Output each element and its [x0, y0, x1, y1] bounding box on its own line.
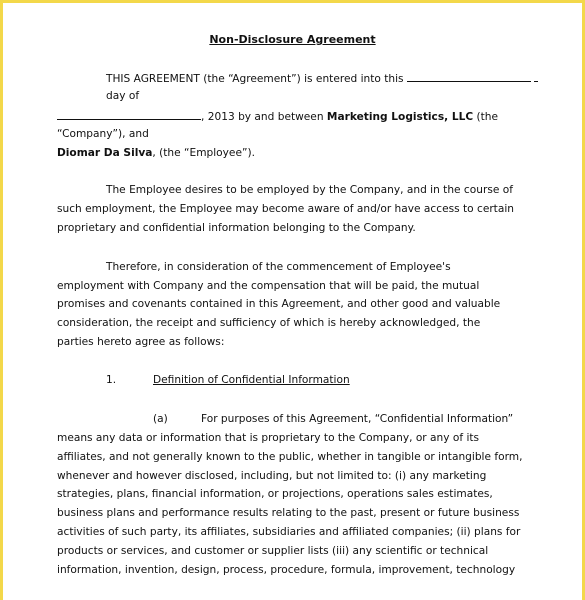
clause-a-line-6: activities of such party, its affiliates, subsidiaries and affiliated companies; (ii) plans for — [57, 526, 521, 538]
intro-text-1: THIS AGREEMENT (the “Agreement”) is entered into this — [106, 73, 404, 85]
section-1-heading: Definition of Confidential Information — [153, 374, 350, 386]
intro-text-3: , 2013 by and between — [201, 111, 324, 123]
para3-line-5: parties hereto agree as follows: — [57, 336, 225, 348]
date-blank-1 — [407, 71, 531, 82]
para3-line-2: employment with Company and the compensation that will be paid, the mutual — [57, 280, 480, 292]
intro-line-5 — [57, 147, 255, 159]
intro-line-4: “Company”), and — [57, 128, 149, 140]
date-blank-1b — [534, 71, 538, 82]
intro-line-1 — [106, 71, 538, 85]
intro-text-5-tail: , (the “Employee”). — [152, 147, 255, 159]
intro-text-3-tail: (the — [476, 111, 499, 123]
section-1-number: 1. — [106, 374, 117, 386]
clause-a-line-1: means any data or information that is proprietary to the Company, or any of its — [57, 432, 480, 444]
clause-a-line-8: information, invention, design, process, procedure, formula, improvement, technology — [57, 564, 516, 576]
clause-a-line-2: affiliates, and not generally known to the public, whether in tangible or intangible form, — [57, 451, 523, 463]
para2-line-3: proprietary and confidential information belonging to the Company. — [57, 222, 416, 234]
company-name: Marketing Logistics, LLC — [326, 111, 474, 123]
document-title: Non-Disclosure Agreement — [209, 33, 376, 46]
employee-name: Diomar Da Silva — [57, 147, 153, 159]
clause-a-line-7: products or services, and customer or supplier lists (iii) any scientific or technical — [57, 545, 489, 557]
para3-line-4: consideration, the receipt and sufficiency of which is hereby acknowledged, the — [57, 317, 481, 329]
para3-line-1: Therefore, in consideration of the commencement of Employee's — [106, 261, 451, 273]
clause-a-first-line: For purposes of this Agreement, “Confidential Information” — [201, 413, 514, 425]
clause-a-label: (a) — [153, 413, 168, 425]
para2-line-1: The Employee desires to be employed by the Company, and in the course of — [106, 184, 513, 196]
intro-line-3 — [57, 109, 498, 123]
para3-line-3: promises and covenants contained in this Agreement, and other good and valuable — [57, 298, 501, 310]
clause-a-line-4: strategies, plans, financial information, or projections, operations sales estimates, — [57, 488, 493, 500]
clause-a-line-3: whenever and however disclosed, including, but not limited to: (i) any marketing — [57, 470, 487, 482]
date-blank-2 — [57, 109, 201, 120]
clause-a-line-5: business plans and performance results relating to the past, present or future business — [57, 507, 520, 519]
intro-line-2: day of — [106, 90, 140, 102]
para2-line-2: such employment, the Employee may become aware of and/or have access to certain — [57, 203, 514, 215]
